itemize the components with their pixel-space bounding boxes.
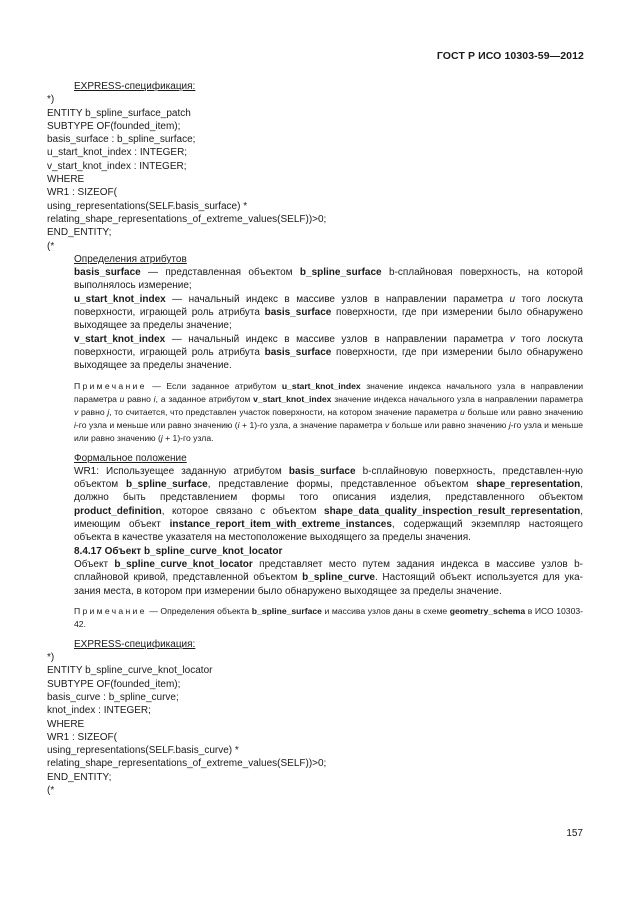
formal-text: , должно быть представлением формы того описания изделия, представленного объектом — [74, 479, 583, 504]
formal-text: WR1: Используещее заданную атрибутом — [74, 465, 289, 477]
formal-ref: product_definition — [74, 505, 162, 517]
formal-heading — [47, 452, 583, 465]
note-label: Примечание — [74, 605, 147, 616]
note-param: i — [74, 419, 76, 430]
express-code-block — [47, 651, 583, 797]
attr-term: v_start_knot_index — [74, 333, 166, 345]
attributes-heading-text: Определения атрибутов — [74, 253, 187, 265]
section-number: 8.4.17 — [74, 545, 102, 557]
attr-term: basis_surface — [74, 267, 141, 279]
code-line: WR1 : SIZEOF( — [47, 731, 117, 743]
formal-ref: shape_data_quality_inspection_result_representation — [324, 505, 581, 517]
attr-text: — начальный индекс в массиве узлов в направлении параметра — [165, 293, 510, 305]
note-ref: u_start_knot_index — [281, 380, 361, 391]
express-heading — [47, 638, 583, 651]
note-text: больше или равно значению — [389, 419, 509, 430]
attr-text: — начальный индекс в массиве узлов в направлении параметра — [165, 333, 510, 345]
code-line: knot_index : INTEGER; — [47, 705, 151, 717]
note-param: v — [384, 419, 390, 430]
section-paragraph — [47, 558, 583, 598]
note-param: i — [237, 419, 240, 430]
attr-basis-surface — [47, 266, 583, 293]
formal-text: , имеющим объект — [74, 505, 583, 531]
code-line: basis_curve : b_spline_curve; — [47, 691, 179, 703]
section-title: Объект — [101, 545, 144, 557]
note-param: i — [153, 393, 156, 404]
attr-param: u — [509, 293, 516, 305]
formal-ref: instance_report_item_with_extreme_instances — [169, 519, 392, 531]
code-line: *) — [47, 652, 55, 664]
page-content — [47, 80, 583, 797]
code-line: relating_shape_representations_of_extreme_values(SELF))>0; — [47, 758, 327, 770]
page-number: 157 — [566, 828, 583, 839]
note-paragraph — [47, 605, 583, 631]
code-line: u_start_knot_index : INTEGER; — [47, 147, 188, 159]
section-heading — [47, 545, 583, 558]
formal-ref: b_spline_surface — [126, 479, 208, 491]
code-line: SUBTYPE OF(founded_item); — [47, 120, 181, 132]
attr-v-start-knot-index — [47, 333, 583, 373]
express-heading — [47, 80, 583, 93]
express-code-block — [47, 93, 583, 253]
attr-ref: basis_surface — [264, 346, 332, 358]
code-line: END_ENTITY; — [47, 227, 112, 239]
express-heading-text: EXPRESS-спецификация: — [74, 638, 196, 650]
code-line: using_representations(SELF.basis_curve) * — [47, 745, 239, 757]
note-text: + 1)-го узла. — [162, 432, 214, 443]
attr-text: — представленная объектом — [140, 267, 300, 279]
code-line: (* — [47, 785, 55, 797]
note-param: j — [160, 432, 163, 443]
attr-text: того лоскута поверхности, играющей роль атрибута — [74, 293, 583, 319]
attr-text: поверхности, где при измерении было обнаружено выходящее за пределы значение. — [74, 346, 583, 372]
note-text: — Если заданное атрибутом — [146, 380, 282, 391]
formal-text: , содержащий экземпляр настоящего объекта в качестве указателя на местоположение выходящего за пределы значения. — [74, 519, 583, 544]
note-text: -го узла и меньше или равно значению ( — [75, 419, 238, 430]
code-line: END_ENTITY; — [47, 771, 112, 783]
note-param: u — [460, 406, 465, 417]
attr-text: того лоскута поверхности, играющей роль атрибута — [74, 333, 583, 358]
code-line: ENTITY b_spline_curve_knot_locator — [47, 665, 213, 677]
note-param: j — [107, 406, 110, 417]
code-line: using_representations(SELF.basis_surface) * — [47, 200, 248, 212]
note-text: , то считается, что представлен участок поверхности, на котором значение параметра — [109, 406, 461, 417]
code-line: (* — [47, 240, 55, 252]
section-ref: b_spline_curve — [302, 572, 375, 584]
formal-heading-text: Формальное положение — [74, 452, 187, 464]
formal-wr1 — [47, 465, 583, 545]
note-label: Примечание — [74, 380, 147, 391]
formal-ref: shape_representation — [476, 479, 581, 491]
formal-text: , которое связано с объектом — [161, 505, 325, 517]
code-line: basis_surface : b_spline_surface; — [47, 134, 196, 146]
section-text: Объект — [74, 558, 115, 570]
formal-text: b-сплайновую поверхность, представлен-ную объектом — [74, 465, 583, 491]
note-ref: geometry_schema — [449, 605, 526, 616]
note-text: -го узла и меньше или равно значению ( — [74, 419, 584, 443]
note-text: значение индекса начального узла в направлении параметра — [74, 380, 583, 404]
section-text: представляет место путем задания индекса в массиве узлов b-сплайновой кривой, представленной объектом — [74, 558, 583, 584]
note-paragraph — [47, 380, 583, 445]
attr-text: поверхности, где при измерении было обнаружено выходящее за пределы значение; — [74, 307, 583, 332]
page-header-standard: ГОСТ Р ИСО 10303-59—2012 — [436, 50, 584, 62]
note-text: значение индекса начального узла в направлении параметра — [331, 393, 583, 404]
note-param: j — [508, 419, 511, 430]
attr-u-start-knot-index — [47, 293, 583, 333]
code-line: WR1 : SIZEOF( — [47, 187, 117, 199]
code-line: WHERE — [47, 174, 85, 186]
note-param: u — [119, 393, 125, 404]
section-ref: b_spline_curve_knot_locator — [114, 558, 253, 570]
note-param: v — [74, 406, 79, 417]
note-text: — Определения объекта — [146, 605, 252, 616]
express-heading-text: EXPRESS-спецификация: — [74, 81, 196, 92]
code-line: SUBTYPE OF(founded_item); — [47, 678, 181, 690]
code-line: WHERE — [47, 718, 85, 730]
note-ref: v_start_knot_index — [253, 393, 332, 404]
note-text: , а заданное атрибутом — [155, 393, 254, 404]
attr-term: u_start_knot_index — [74, 293, 166, 305]
formal-ref: basis_surface — [288, 465, 356, 477]
note-text: и массива узлов даны в схеме — [321, 605, 450, 616]
attr-ref: b_spline_surface — [299, 267, 382, 279]
note-text: равно — [124, 393, 154, 404]
attr-param: v — [509, 333, 515, 345]
formal-text: , представление формы, представленное объектом — [207, 479, 477, 491]
code-line: *) — [47, 94, 55, 106]
code-line: v_start_knot_index : INTEGER; — [47, 160, 187, 172]
note-text: + 1)-го узла, а значение параметра — [239, 419, 385, 430]
note-text: равно — [78, 406, 108, 417]
attr-ref: basis_surface — [264, 307, 332, 319]
note-text: больше или равно значению — [464, 406, 583, 417]
note-text: в ИСО 10303-42. — [74, 605, 583, 629]
attributes-heading — [47, 253, 583, 266]
code-line: ENTITY b_spline_surface_patch — [47, 107, 191, 119]
attr-text: b-сплайновая поверхность, на которой выполнялось измерение; — [74, 267, 583, 292]
section-text: . Настоящий объект используется для ука-зания места, в котором при измерении было обнаружено выходящее за пределы значение. — [74, 572, 583, 597]
note-ref: b_spline_surface — [251, 605, 322, 616]
code-line: relating_shape_representations_of_extreme_values(SELF))>0; — [47, 213, 327, 225]
section-entity-name: b_spline_curve_knot_locator — [143, 545, 283, 557]
